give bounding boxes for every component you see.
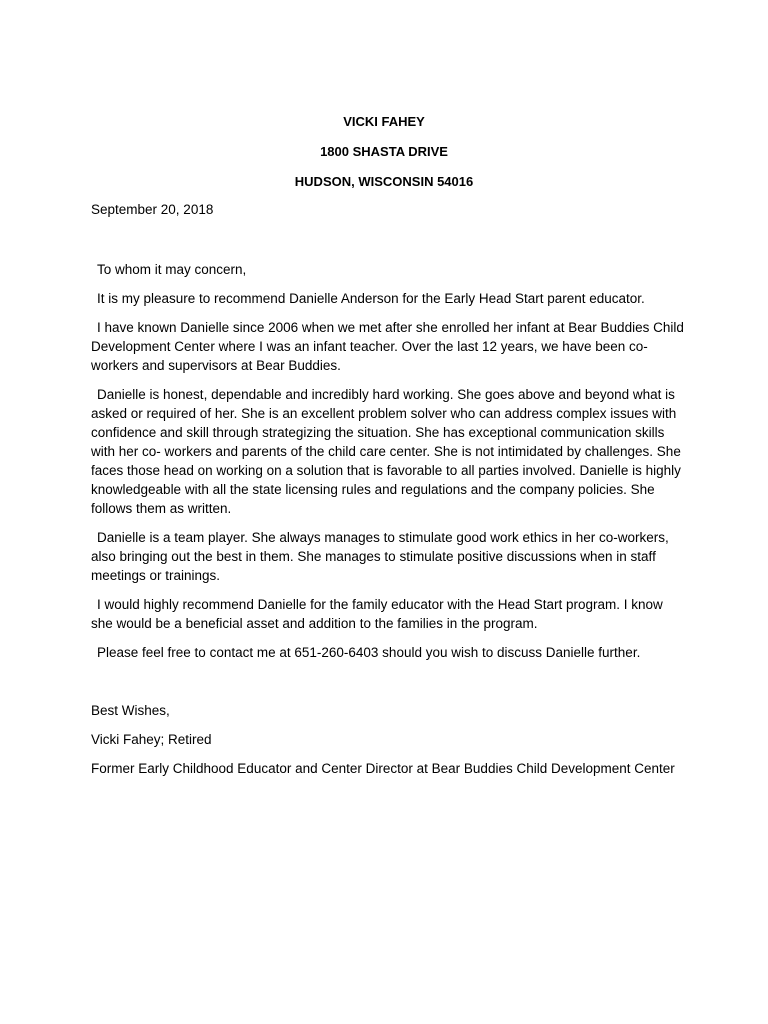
sender-city: HUDSON, WISCONSIN 54016 [294, 174, 474, 189]
paragraph-teamwork: Danielle is a team player. She always manages to stimulate good work ethics in her co-workers, also bringing out the best in them. She manages to stimulate positive discussions when in staff meetings or trainings. [91, 530, 669, 583]
paragraph-recommendation: It is my pleasure to recommend Danielle Anderson for the Early Head Start parent educator. [97, 291, 645, 306]
paragraph-endorsement: I would highly recommend Danielle for the family educator with the Head Start program. I know she would be a beneficial asset and addition to the families in the program. [91, 597, 663, 631]
letter-date: September 20, 2018 [91, 202, 214, 217]
letter-body [91, 260, 687, 672]
valediction: Best Wishes, [91, 703, 170, 718]
letter-closing [91, 701, 687, 788]
paragraph-history: I have known Danielle since 2006 when we met after she enrolled her infant at Bear Buddies Child Development Center where I was an infant teacher. Over the last 12 years, we have been co-workers and supervisors at Bear Buddies. [91, 320, 684, 373]
sender-street: 1800 SHASTA DRIVE [320, 144, 448, 159]
paragraph-qualities: Danielle is honest, dependable and incredibly hard working. She goes above and beyond what is asked or required of her. She is an excellent problem solver who can address complex issues with confidence and skill through strategizing the situation. She has exceptional communication skills with her co- workers and parents of the child care center. She is not intimidated by challenges. She faces those head on working on a solution that is favorable to all parties involved. Danielle is highly knowledgeable with all the state licensing rules and regulations and the company policies. She follows them as written. [91, 387, 681, 516]
signer-title: Former Early Childhood Educator and Center Director at Bear Buddies Child Development Center [91, 761, 675, 776]
paragraph-contact: Please feel free to contact me at 651-260-6403 should you wish to discuss Danielle further. [97, 645, 641, 660]
letterhead [0, 113, 768, 203]
sender-name: VICKI FAHEY [343, 114, 425, 129]
salutation: To whom it may concern, [97, 262, 247, 277]
signer-name: Vicki Fahey; Retired [91, 732, 212, 747]
